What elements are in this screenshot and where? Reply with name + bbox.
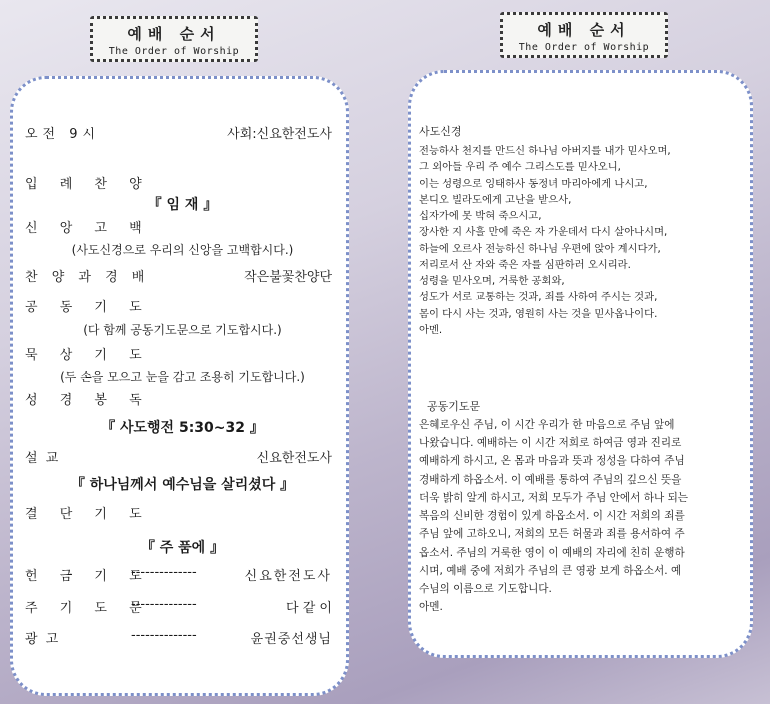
prayer-line: 나왔습니다. 예배하는 이 시간 저희로 하여금 영과 진리로 <box>419 437 682 450</box>
prayer-line: 아멘. <box>419 601 443 614</box>
creed-line: 십자가에 못 박혀 죽으시고, <box>419 210 542 223</box>
announcements-dashes: -------------- <box>131 628 197 643</box>
service-host: 사회:신요한전도사 <box>227 127 332 142</box>
prayer-line: 은혜로우신 주님, 이 시간 우리가 한 마음으로 주님 앞에 <box>419 419 675 431</box>
item-decision-prayer: 결 단 기 도 <box>25 507 151 522</box>
prayer-line: 옵소서. 주님의 거룩한 영이 이 예배의 자리에 친히 운행하 <box>419 546 685 559</box>
offering-leader: 신요한전도사 <box>244 569 332 584</box>
service-time: 오전 9시 <box>25 127 101 142</box>
apostles-creed-text <box>419 143 749 338</box>
common-prayer-text <box>419 416 749 616</box>
offering-dashes: -------------- <box>131 565 197 580</box>
prayer-line: 경배하게 하옵소서. 이 예배를 통하여 주님의 깊으신 뜻을 <box>419 473 682 486</box>
creed-line: 그 외아들 우리 주 예수 그리스도를 믿사오니, <box>419 161 621 174</box>
creed-line: 전능하사 천지를 만드신 하나님 아버지를 내가 믿사오며, <box>419 145 671 157</box>
praise-song: 『 임 재 』 <box>147 197 218 213</box>
left-tag-subtitle: The Order of Worship <box>108 46 240 57</box>
item-scripture: 성 경 봉 독 <box>25 393 151 408</box>
prayer-line: 수님의 이름으로 기도합니다. <box>419 582 552 595</box>
creed-line: 성령을 믿사오며, 거룩한 공회와, <box>419 275 565 288</box>
choir-name: 작은불꽃찬양단 <box>244 270 332 285</box>
item-prayer: 공 동 기 도 <box>25 300 151 315</box>
item-announcements: 광 고 <box>25 632 61 647</box>
creed-line: 저리로서 산 자와 죽은 자를 심판하러 오시리라. <box>419 258 631 271</box>
lords-prayer-dashes: -------------- <box>131 597 197 612</box>
left-title-tag <box>90 16 258 62</box>
item-choir: 찬 양 과 경 배 <box>25 270 150 285</box>
creed-title: 사도신경 <box>419 125 462 138</box>
creed-line: 본디오 빌라도에게 고난을 받으사, <box>419 193 572 206</box>
item-lords-prayer: 주 기 도 문 <box>25 601 151 616</box>
lords-prayer-leader: 다 같 이 <box>286 601 332 616</box>
silent-prayer-note: (두 손을 모으고 눈을 감고 조용히 기도합니다.) <box>60 370 305 384</box>
scripture-reference: 『 사도행전 5:30~32 』 <box>101 420 264 436</box>
creed-line: 성도가 서로 교통하는 것과, 죄를 사하여 주시는 것과, <box>419 291 658 304</box>
item-sermon: 설 교 <box>25 451 61 466</box>
right-tag-title: 예배 순서 <box>537 21 631 39</box>
order-of-worship-card <box>10 76 349 696</box>
creed-line: 하늘에 오르사 전능하신 하나님 우편에 앉아 계시다가, <box>419 242 661 255</box>
prayer-title: 공동기도문 <box>427 400 481 413</box>
sermon-preacher: 신요한전도사 <box>256 451 332 466</box>
right-tag-subtitle: The Order of Worship <box>518 42 650 53</box>
right-title-tag <box>500 12 668 58</box>
item-offering-prayer: 헌 금 기 도 <box>25 569 151 584</box>
sermon-title: 『 하나님께서 예수님을 살리셨다 』 <box>70 477 295 493</box>
prayer-note: (다 함께 공동기도문으로 기도합시다.) <box>83 323 282 337</box>
announcements-leader: 윤권중선생님 <box>250 632 332 647</box>
prayer-line: 시며, 예배 중에 저희가 주님의 큰 영광 보게 하옵소서. 예 <box>419 564 682 577</box>
creed-prayer-card <box>408 70 753 658</box>
prayer-line: 예배하게 하시고, 온 몸과 마음과 뜻과 정성을 다하여 주님 <box>419 455 685 468</box>
creed-line: 이는 성령으로 잉태하사 동정녀 마리아에게 나시고, <box>419 177 648 190</box>
creed-line: 아멘. <box>419 323 443 336</box>
creed-line: 장사한 지 사흘 만에 죽은 자 가운데서 다시 살아나시며, <box>419 226 668 239</box>
creed-note: (사도신경으로 우리의 신앙을 고백합시다.) <box>71 243 294 257</box>
prayer-line: 더욱 밝히 알게 하시고, 저희 모두가 주님 안에서 하나 되는 <box>419 491 689 504</box>
creed-line: 몸이 다시 사는 것과, 영원히 사는 것을 믿사옵나이다. <box>419 307 658 320</box>
prayer-line: 복음의 신비한 경험이 있게 하옵소서. 이 시간 저희의 죄를 <box>419 510 685 523</box>
item-praise: 입 례 찬 양 <box>25 177 151 192</box>
decision-song: 『 주 품에 』 <box>140 540 225 556</box>
item-creed: 신 앙 고 백 <box>25 221 151 236</box>
prayer-line: 주님 앞에 고하오니, 저희의 모든 허물과 죄를 용서하여 주 <box>419 528 685 541</box>
item-silent-prayer: 묵 상 기 도 <box>25 348 151 363</box>
left-tag-title: 예배 순서 <box>127 25 221 43</box>
